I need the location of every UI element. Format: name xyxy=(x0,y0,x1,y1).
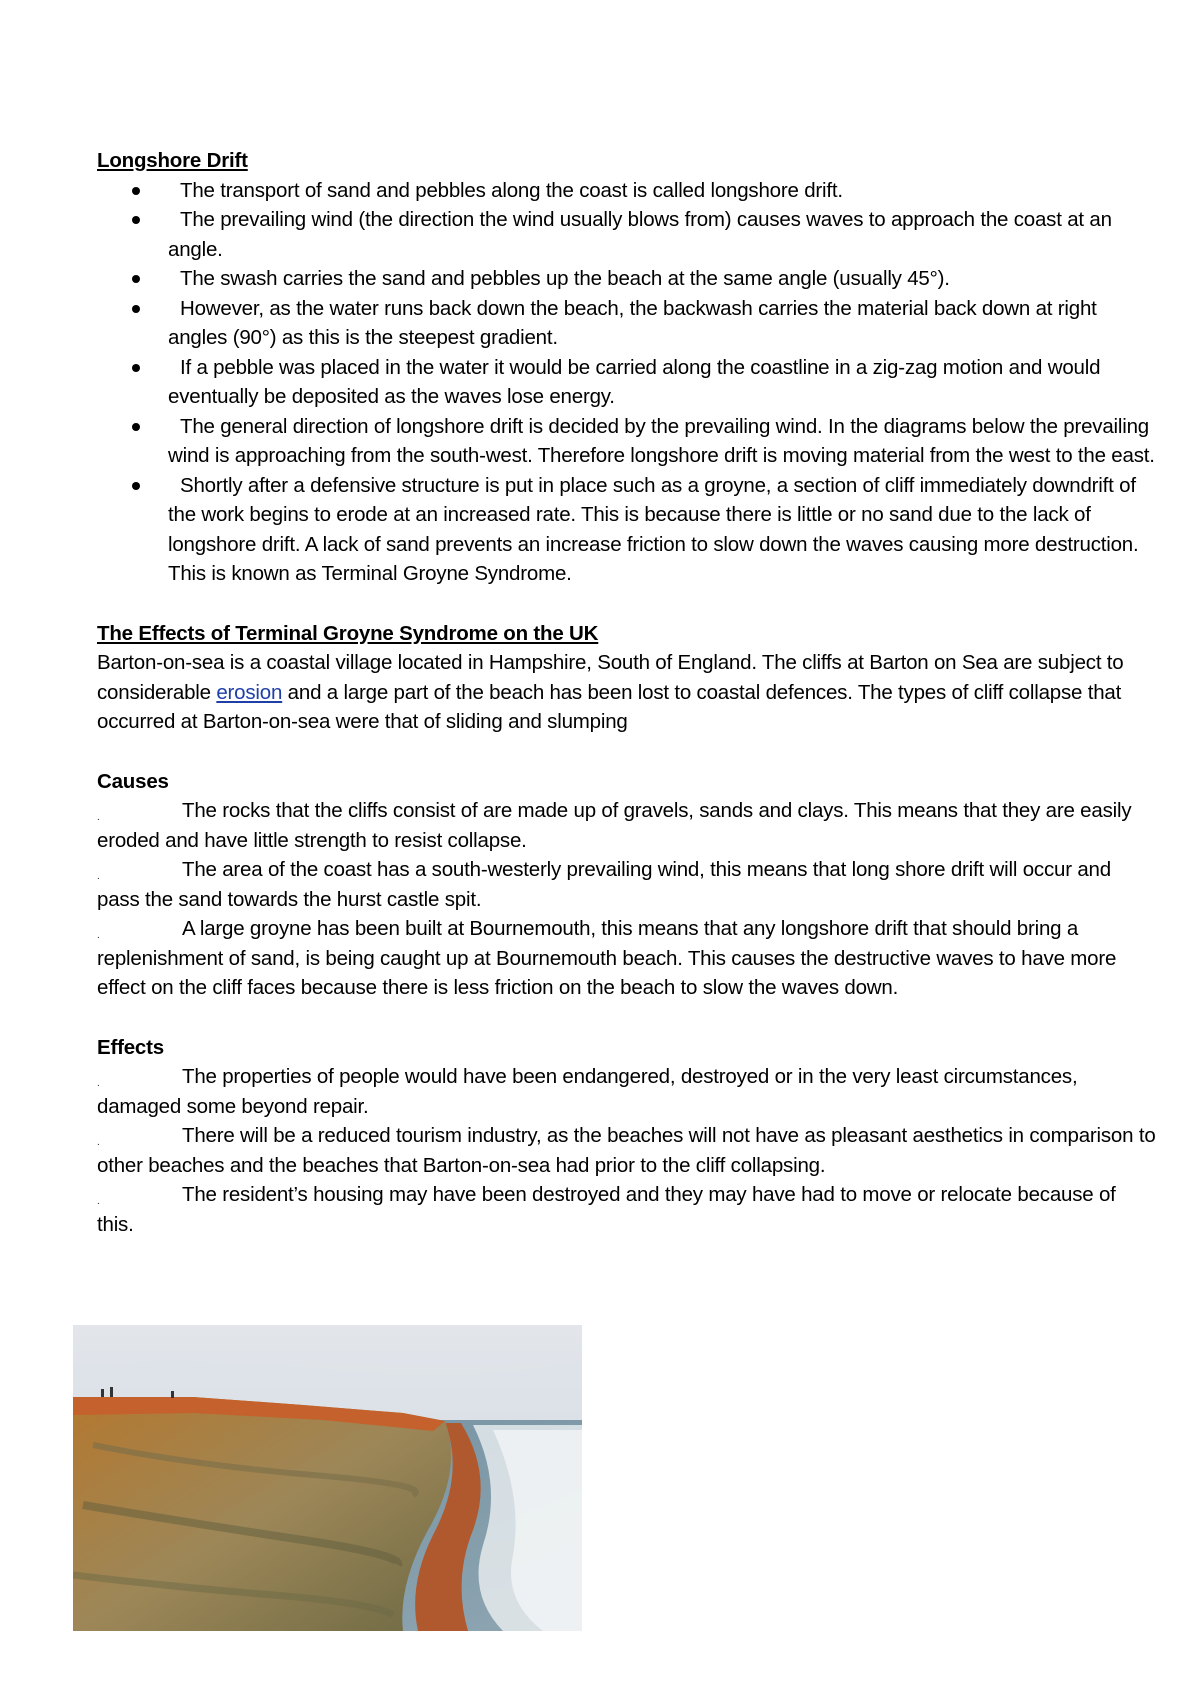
bullet-text: The prevailing wind (the direction the wind usually blows from) causes waves to approach the coast at an angle. xyxy=(168,208,1112,261)
bullet-icon xyxy=(132,423,140,431)
list-marker: . xyxy=(97,1196,100,1207)
effects-heading: Effects xyxy=(97,1035,164,1059)
bullet-text: Shortly after a defensive structure is put in place such as a groyne, a section of cliff immediately downdrift of the work begins to erode at an increased rate. This is because there is little or no sand due to the lack of longshore drift. A lack of sand prevents an increase friction to slow down the waves causing more destruction. This is known as Terminal Groyne Syndrome. xyxy=(168,473,1139,585)
document-body xyxy=(97,146,1157,1239)
list-marker: . xyxy=(97,930,100,941)
bullet-text: If a pebble was placed in the water it would be carried along the coastline in a zig-zag motion and would eventually be deposited as the waves lose energy. xyxy=(168,355,1101,408)
bullet-icon xyxy=(132,187,140,195)
bullet-text: The general direction of longshore drift is decided by the prevailing wind. In the diagrams below the prevailing wind is approaching from the south-west. Therefore longshore drift is moving material from the west to the east. xyxy=(168,414,1155,467)
cause-text: The area of the coast has a south-westerly prevailing wind, this means that long shore drift will occur and pass the sand towards the hurst castle spit. xyxy=(97,858,1111,911)
bullet-text: The transport of sand and pebbles along the coast is called longshore drift. xyxy=(180,178,843,202)
cause-item xyxy=(97,796,1157,855)
bullet-item xyxy=(97,264,1157,294)
bullet-item xyxy=(97,471,1157,589)
list-marker: . xyxy=(97,1137,100,1148)
cause-text: The rocks that the cliffs consist of are made up of gravels, sands and clays. This means that they are easily eroded and have little strength to resist collapse. xyxy=(97,799,1132,852)
bullet-text: The swash carries the sand and pebbles up the beach at the same angle (usually 45°). xyxy=(180,267,950,290)
effect-text: There will be a reduced tourism industry, as the beaches will not have as pleasant aesthetics in comparison to other beaches and the beaches that Barton-on-sea had prior to the cliff collapsing. xyxy=(97,1124,1156,1177)
bullet-item xyxy=(97,176,1157,206)
bullet-icon xyxy=(132,275,140,283)
intro-text-end: and a large part of the beach has been lost to coastal defences. The types of cliff collapse that occurred at Barton-on-sea were that of sliding and slumping xyxy=(97,680,1122,733)
causes-heading: Causes xyxy=(97,769,169,793)
list-marker: . xyxy=(97,1078,100,1089)
cliff-coastline-photo xyxy=(73,1325,582,1631)
spacer xyxy=(97,1003,1157,1033)
longshore-drift-bullet-list xyxy=(97,176,1157,589)
cause-item xyxy=(97,855,1157,914)
cause-item xyxy=(97,914,1157,1003)
section-heading-longshore-drift: Longshore Drift xyxy=(97,149,248,172)
intro-text-start: Barton-on-sea is a coastal village located in Hampshire, South of England. The cliffs at Barton on Sea are subject to considerable xyxy=(97,651,1124,704)
bullet-item xyxy=(97,353,1157,412)
bullet-icon xyxy=(132,482,140,490)
effect-text: The properties of people would have been endangered, destroyed or in the very least circumstances, damaged some beyond repair. xyxy=(97,1065,1078,1118)
section-heading-terminal-groyne: The Effects of Terminal Groyne Syndrome on the UK xyxy=(97,621,599,645)
effect-text: The resident’s housing may have been destroyed and they may have had to move or relocate because of this. xyxy=(97,1183,1116,1236)
cause-text: A large groyne has been built at Bournemouth, this means that any longshore drift that should bring a replenishment of sand, is being caught up at Bournemouth beach. This causes the destructive waves to have more effect on the cliff faces because there is less friction on the beach to slow the waves down. xyxy=(97,917,1117,999)
effect-item xyxy=(97,1121,1157,1180)
bullet-item xyxy=(97,205,1157,264)
intro-paragraph xyxy=(97,648,1157,737)
list-marker: . xyxy=(97,871,100,882)
spacer xyxy=(97,589,1157,619)
bullet-item xyxy=(97,294,1157,353)
bullet-icon xyxy=(132,216,140,224)
effect-item xyxy=(97,1180,1157,1239)
effect-item xyxy=(97,1062,1157,1121)
cliff-photo-illustration xyxy=(73,1325,582,1631)
bullet-icon xyxy=(132,364,140,372)
bullet-text: However, as the water runs back down the beach, the backwash carries the material back down at right angles (90°) as this is the steepest gradient. xyxy=(168,296,1097,349)
spacer xyxy=(97,737,1157,767)
erosion-link[interactable]: erosion xyxy=(216,680,283,704)
list-marker: . xyxy=(97,812,100,823)
bullet-item xyxy=(97,412,1157,471)
bullet-icon xyxy=(132,305,140,313)
